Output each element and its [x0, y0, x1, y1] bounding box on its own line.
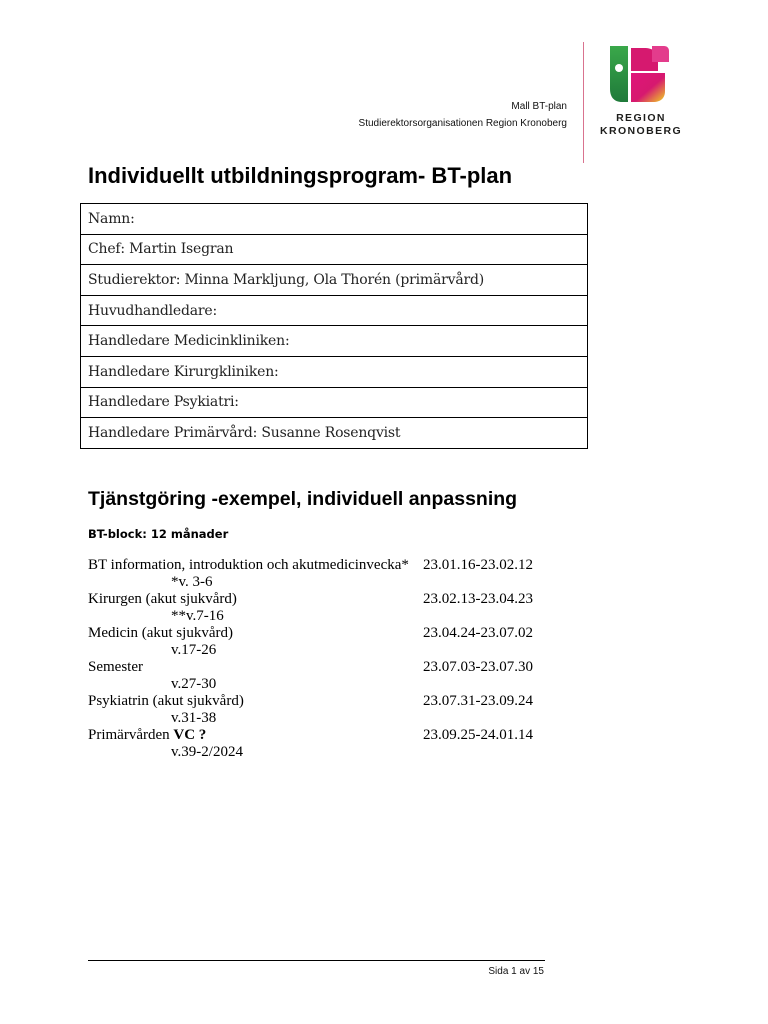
footer-divider — [88, 960, 545, 961]
list-item — [88, 557, 558, 591]
list-item — [88, 625, 558, 659]
handledare-kirurg-field[interactable]: Handledare Kirurgkliniken: — [81, 356, 588, 387]
logo-text-kronoberg: KRONOBERG — [600, 125, 683, 137]
table-row — [81, 234, 588, 265]
placement-weeks: **v.7-16 — [171, 608, 224, 624]
header-divider — [583, 42, 584, 163]
huvudhandledare-field[interactable]: Huvudhandledare: — [81, 295, 588, 326]
handledare-psykiatri-field[interactable]: Handledare Psykiatri: — [81, 387, 588, 418]
chef-field[interactable]: Chef: Martin Isegran — [81, 234, 588, 265]
logo-text-region: REGION — [616, 112, 666, 124]
placement-name: Kirurgen (akut sjukvård) — [88, 591, 237, 607]
placement-weeks: *v. 3-6 — [171, 574, 213, 590]
placement-weeks: v.39-2/2024 — [171, 744, 243, 760]
handledare-medicin-field[interactable]: Handledare Medicinkliniken: — [81, 326, 588, 357]
table-row — [81, 356, 588, 387]
placement-weeks: v.31-38 — [171, 710, 217, 726]
placement-name: Primärvården VC ? — [88, 727, 207, 743]
block-label: BT-block: 12 månader — [88, 527, 229, 541]
placement-weeks: v.17-26 — [171, 642, 217, 658]
name-field[interactable]: Namn: — [81, 204, 588, 235]
list-item — [88, 659, 558, 693]
table-row — [81, 265, 588, 296]
table-row — [81, 204, 588, 235]
placement-dates: 23.07.03-23.07.30 — [423, 659, 533, 675]
handledare-primarvard-field[interactable]: Handledare Primärvård: Susanne Rosenqvist — [81, 418, 588, 449]
page-number: Sida 1 av 15 — [488, 966, 544, 977]
region-kronoberg-logo — [600, 40, 682, 140]
table-row — [81, 326, 588, 357]
placement-name: BT information, introduktion och akutmedicinvecka* — [88, 557, 409, 573]
placement-dates: 23.04.24-23.07.02 — [423, 625, 533, 641]
document-type: Mall BT-plan — [511, 101, 567, 112]
document-header — [359, 98, 567, 132]
placement-dates: 23.01.16-23.02.12 — [423, 557, 533, 573]
placement-weeks: v.27-30 — [171, 676, 217, 692]
placement-name: Medicin (akut sjukvård) — [88, 625, 233, 641]
region-kronoberg-logo-mark — [600, 40, 682, 106]
studierektor-field[interactable]: Studierektor: Minna Markljung, Ola Thorén (primärvård) — [81, 265, 588, 296]
table-row — [81, 418, 588, 449]
list-item — [88, 591, 558, 625]
table-row — [81, 387, 588, 418]
schedule-list — [88, 557, 558, 761]
placement-dates: 23.02.13-23.04.23 — [423, 591, 533, 607]
placement-name: Semester — [88, 659, 143, 675]
placement-dates: 23.07.31-23.09.24 — [423, 693, 533, 709]
placement-dates: 23.09.25-24.01.14 — [423, 727, 533, 743]
section-heading: Tjänstgöring -exempel, individuell anpassning — [88, 488, 518, 510]
personnel-table — [80, 203, 588, 449]
list-item — [88, 693, 558, 727]
placement-name: Psykiatrin (akut sjukvård) — [88, 693, 244, 709]
organisation-name: Studierektorsorganisationen Region Kronoberg — [358, 118, 567, 129]
table-row — [81, 295, 588, 326]
document-title: Individuellt utbildningsprogram- BT-plan — [88, 163, 513, 188]
list-item — [88, 727, 558, 761]
